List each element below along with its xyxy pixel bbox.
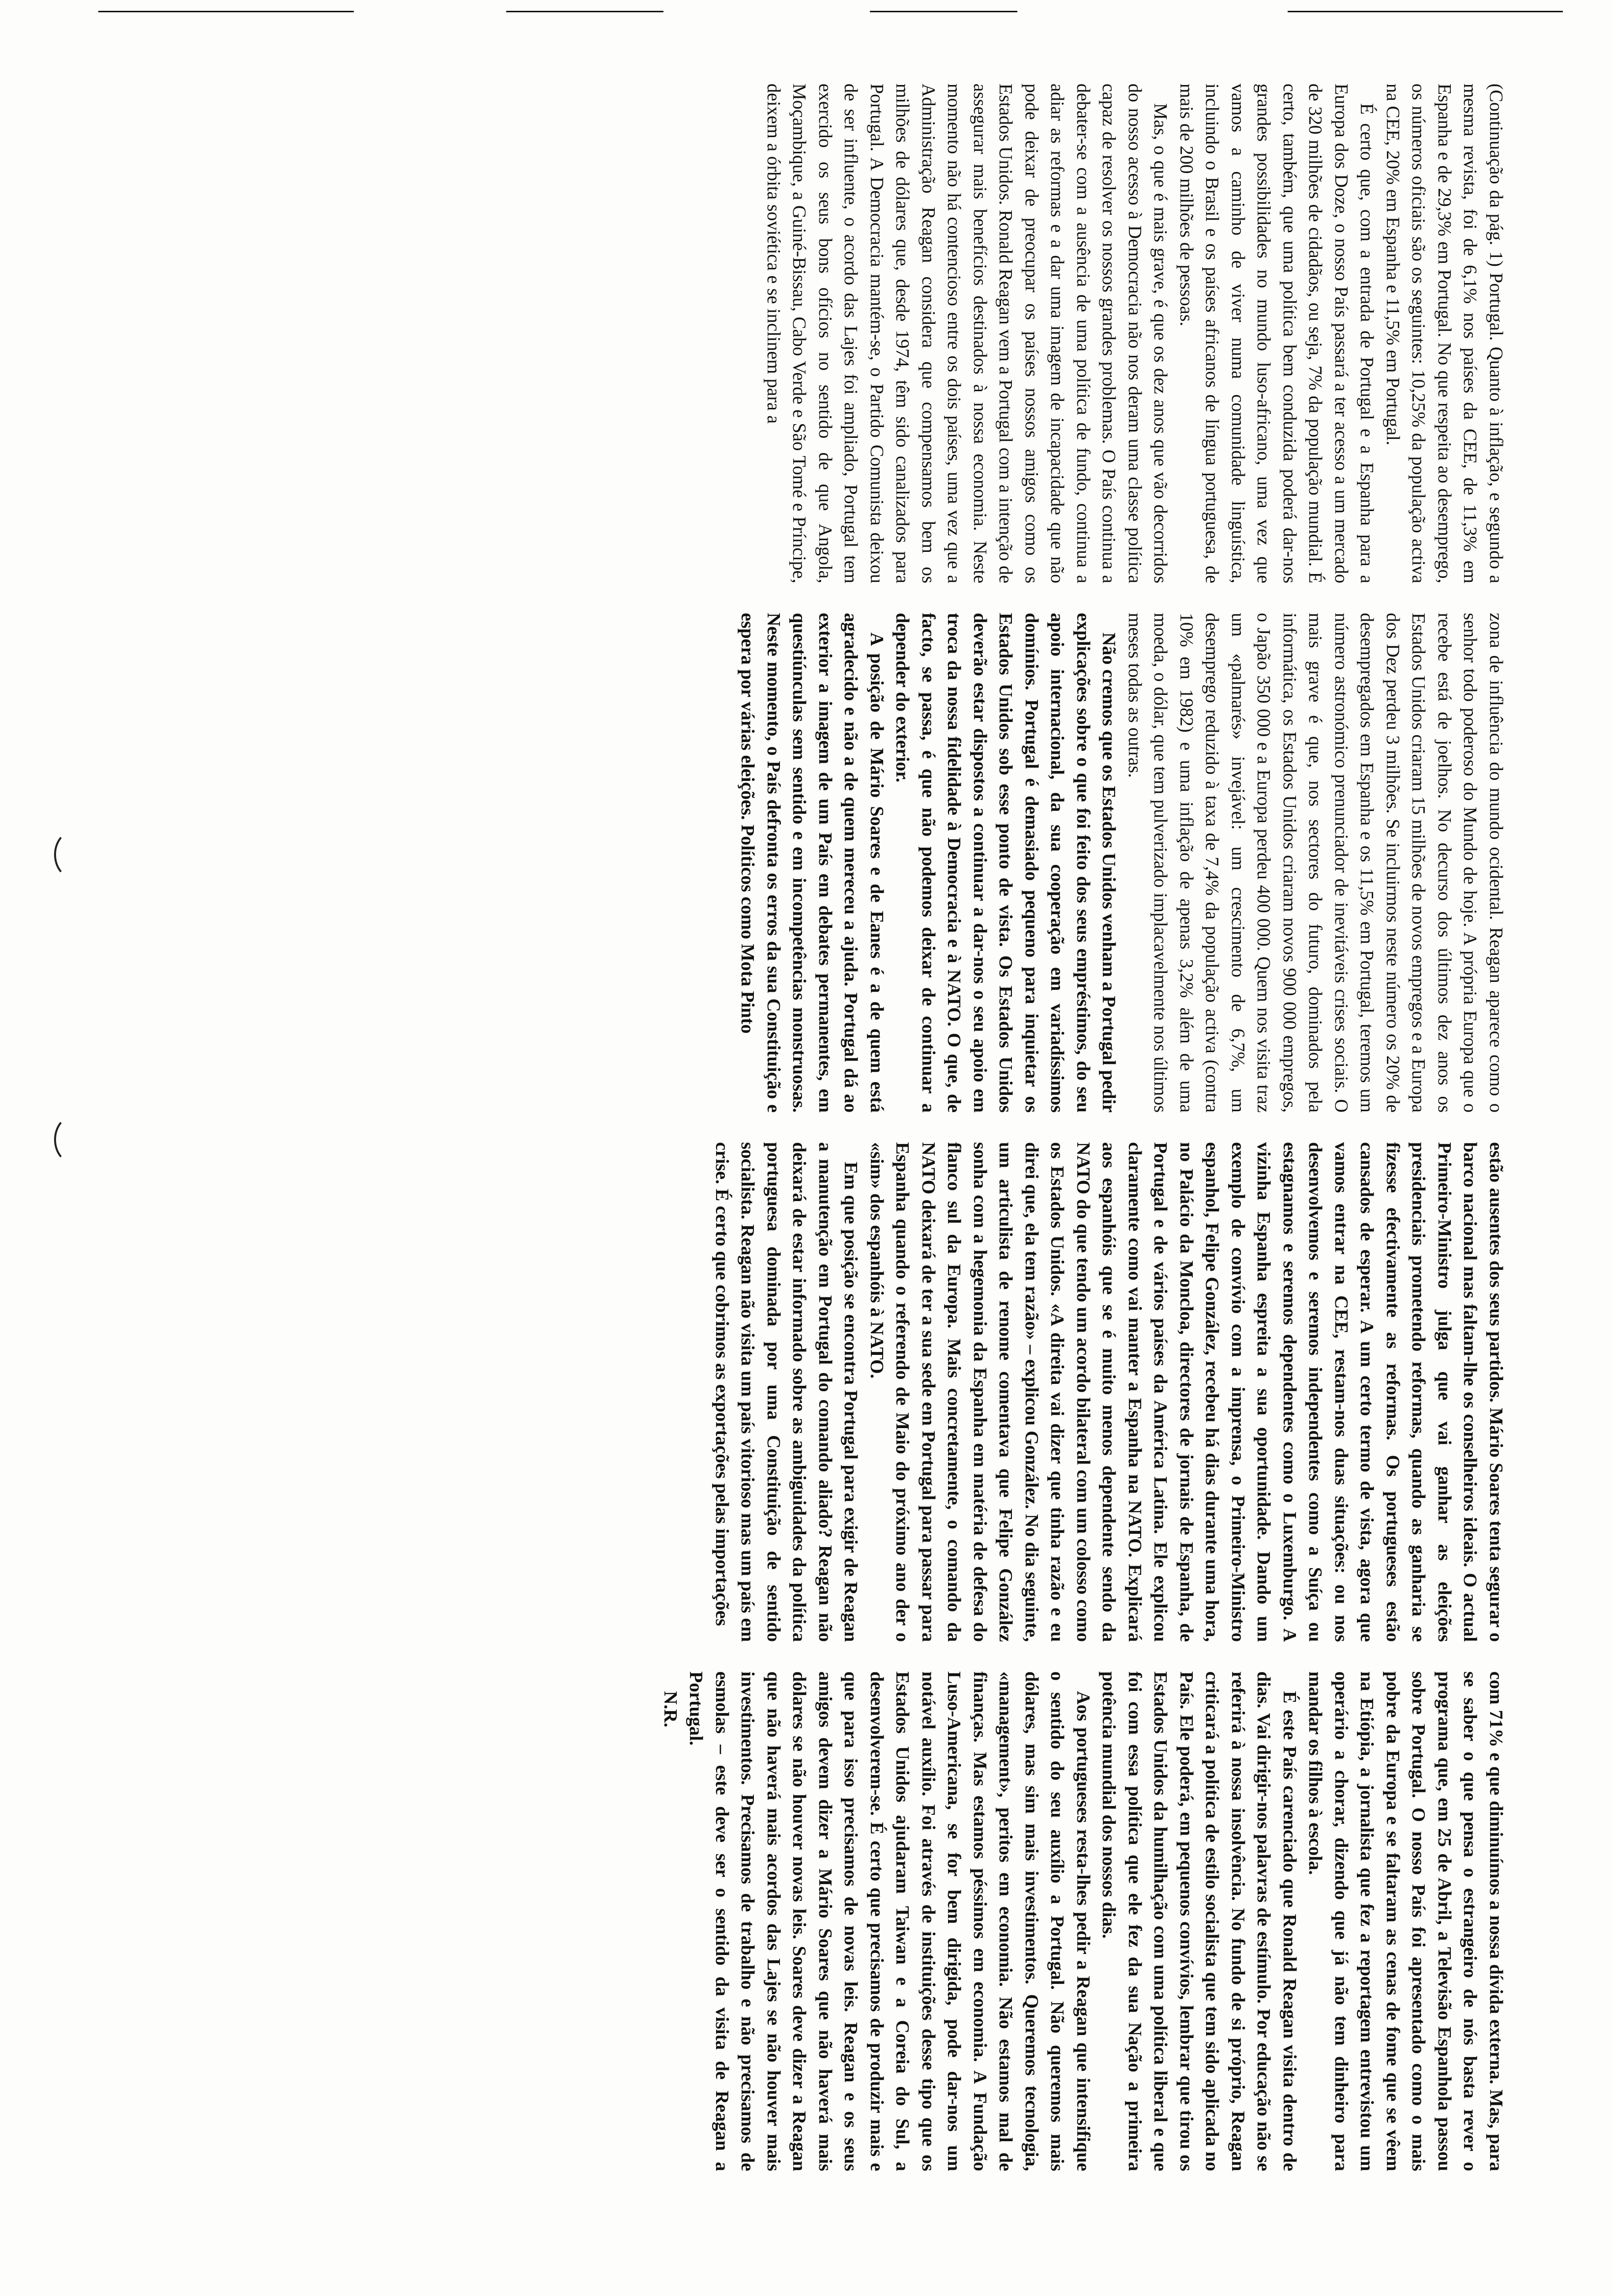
paragraph: estão ausentes dos seus partidos. Mário Soares tenta segurar o barco nacional mas faltam-lhe os conselheiros ideais. O actual Primeiro-Ministro julga que vai ganhar as eleições presidenciais prometendo reformas, quando as ganharia se fizesse efectivamente as reformas. Os portugueses estão cansados de esperar. A um certo termo de vista, agora que vamos entrar na CEE, restam-nos duas situações: ou nos desenvolvemos e seremos independentes como a Suíça ou estagnamos e seremos dependentes como o Luxemburgo. A vizinha Espanha espreita a sua oportunidade. Dando um exemplo de convívio com a imprensa, o Primeiro-Ministro espanhol, Felipe González, recebeu há dias durante uma hora, no Palácio da Moncloa, directores de jornais de Espanha, de Portugal e de vários países da América Latina. Ele explicou claramente como vai manter a Espanha na NATO. Explicará aos espanhóis que se é muito menos dependente sendo da NATO do que tendo um acordo bilateral com um colosso como os Estados Unidos. «A direita vai dizer que tinha razão e eu direi que, ela tem razão» – explicou González. No dia seguinte, um articulista de renome comentava que Felipe González sonha com a hegemonia da Espanha em matéria de defesa do flanco sul da Europa. Mais concretamente, o comando da NATO deixará de ter a sua sede em Portugal para passar para Espanha quando o referendo de Maio do próximo ano der o «sim» dos espanhóis à NATO.	[866, 1142, 1506, 1642]
column-1	[221, 84, 1509, 583]
paragraph: Não cremos que os Estados Unidos venham a Portugal pedir explicações sobre o que foi feito dos seus empréstimos, do seu apoio internacional, da sua cooperação em variadíssimos domínios. Portugal é demasiado pequeno para inquietar os Estados Unidos sob esse ponto de vista. Os Estados Unidos deverão estar dispostos a continuar a dar-nos o seu apoio em troca da nossa fidelidade à Democracia e à NATO. O que, de facto, se passa, é que não podemos deixar de continuar a depender do exterior.	[892, 613, 1120, 1113]
top-rule	[870, 11, 1017, 12]
paragraph: A posição de Mário Soares e de Eanes é a de quem está agradecido e não a de quem mereceu a ajuda. Portugal dá ao exterior a imagem de um País em debates permanentes, em questiúnculas sem sentido e em incompetências monstruosas. Neste momento, o País defronta os erros da sua Constituição e espera por várias eleições. Políticos como Mota Pinto	[737, 613, 887, 1113]
paragraph: É certo que, com a entrada de Portugal e a Espanha para a Europa dos Doze, o nosso País passará a ter acesso a um mercado de 320 milhões de cidadãos, ou seja, 7% da população mundial. É certo, também, que uma política bem conduzida poderá dar-nos grandes possibilidades no mundo luso-africano, uma vez que vamos a caminho de viver numa comunidade linguística, incluindo o Brasil e os países africanos de língua portuguesa, de mais de 200 milhões de pessoas.	[1176, 84, 1378, 583]
top-rule	[98, 11, 354, 12]
paragraph: Mas, o que é mais grave, é que os dez anos que vão decorridos do nosso acesso à Democracia não nos deram uma classe política capaz de resolver os nossos grandes problemas. O País continua a debater-se com a ausência de uma política de fundo, continua a adiar as reformas e a dar uma imagem de incapacidade que não pode deixar de preocupar os países nossos amigos como os Estados Unidos. Ronald Reagan vem a Portugal com a intenção de assegurar mais benefícios destinados à nossa economia. Neste momento não há contencioso entre os dois países, uma vez que a Administração Reagan considera que compensamos bem os milhões de dólares que, desde 1974, têm sido canalizados para Portugal. A Democracia mantém-se, o Partido Comunista deixou de ser influente, o acordo das Lajes foi ampliado, Portugal tem exercido os seus bons ofícios no sentido de que Angola, Moçambique, a Guiné-Bissau, Cabo Verde e São Tomé e Príncipe, deixem a órbita soviética e se inclinem para a	[763, 84, 1171, 583]
article-body	[221, 84, 1509, 2172]
top-rule	[506, 11, 663, 12]
column-2	[221, 613, 1509, 1113]
margin-mark	[54, 831, 92, 879]
column-3	[221, 1142, 1509, 1642]
paragraph: com 71% e que diminuímos a nossa dívida externa. Mas, para se saber o que pensa o estrangeiro de nós basta rever o programa que, em 25 de Abril, a Televisão Espanhola passou sobre Portugal. O nosso País foi apresentado como o mais pobre da Europa e se faltaram as cenas de fome que se vêem na Etiópia, a jornalista que fez a reportagem entrevistou um operário a chorar, dizendo que já não tem dinheiro para mandar os filhos à escola.	[1305, 1671, 1506, 2171]
paragraph: É este País carenciado que Ronald Reagan visita dentro de dias. Vai dirigir-nos palavras de estímulo. Por educação não se referirá à nossa insolvência. No fundo de si próprio, Reagan criticará a política de estilo socialista que tem sido aplicada no País. Ele poderá, em pequenos convívios, lembrar que tirou os Estados Unidos da humilhação com uma política liberal e que foi com essa política que ele fez da sua Nação a primeira potência mundial dos nossos dias.	[1098, 1671, 1300, 2171]
column-4	[221, 1671, 1509, 2171]
margin-mark	[54, 1116, 92, 1164]
top-rule	[1288, 11, 1563, 12]
signature: N.R.	[660, 1691, 681, 1727]
paragraph: Em que posição se encontra Portugal para exigir de Reagan a manutenção em Portugal do comando aliado? Reagan não deixará de estar informado sobre as ambiguidades da política portuguesa dominada por uma Constituição de sentido socialista. Reagan não visita um país vitorioso mas um país em crise. É certo que cobrimos as exportações pelas importações	[712, 1142, 862, 1642]
paragraph: Aos portugueses resta-lhes pedir a Reagan que intensifique o sentido do seu auxílio a Portugal. Não queremos mais dólares, mas sim mais investimentos. Queremos tecnologia, «management», peritos em economia. Não estamos mal de finanças. Mas estamos péssimos em economia. A Fundação Luso-Americana, se for bem dirigida, pode dar-nos um notável auxílio. Foi através de instituições desse tipo que os Estados Unidos ajudaram Taiwan e a Coreia do Sul, a desenvolverem-se. É certo que precisamos de produzir mais e que para isso precisamos de novas leis. Reagan e os seus amigos devem dizer a Mário Soares que não haverá mais dólares se não houver novas leis. Soares deve dizer a Reagan que não haverá mais acordos das Lajes se não houver mais investimentos. Precisamos de trabalho e não precisamos de esmolas – este deve ser o sentido da visita de Reagan a Portugal.	[686, 1671, 1094, 2171]
paragraph: (Continuação da pág. 1) Portugal. Quanto à inflação, e segundo a mesma revista, foi de 6,1% nos países da CEE, de 11,3% em Espanha e de 29,3% em Portugal. No que respeita ao desemprego, os números oficiais são os seguintes: 10,25% da população activa na CEE, 20% em Espanha e 11,5% em Portugal.	[1382, 84, 1506, 583]
paragraph: zona de influência do mundo ocidental. Reagan aparece como o senhor todo poderoso do Mundo de hoje. A própria Europa que o recebe está de joelhos. No decurso dos últimos dez anos os Estados Unidos criaram 15 milhões de novos empregos e a Europa dos Dez perdeu 3 milhões. Se incluirmos neste número os 20% de desempregados em Espanha e os 11,5% em Portugal, teremos um número astronómico prenunciador de inevitáveis crises sociais. O mais grave é que, nos sectores do futuro, dominados pela informática, os Estados Unidos criaram novos 900 000 empregos, o Japão 350 000 e a Europa perdeu 400 000. Quem nos visita traz um «palmarés» invejável: um crescimento de 6,7%, um desemprego reduzido à taxa de 7,4% da população activa (contra 10% em 1982) e uma inflação de apenas 3,2% além de uma moeda, o dólar, que tem pulverizado implacavelmente nos últimos meses todas as outras.	[1124, 613, 1506, 1113]
